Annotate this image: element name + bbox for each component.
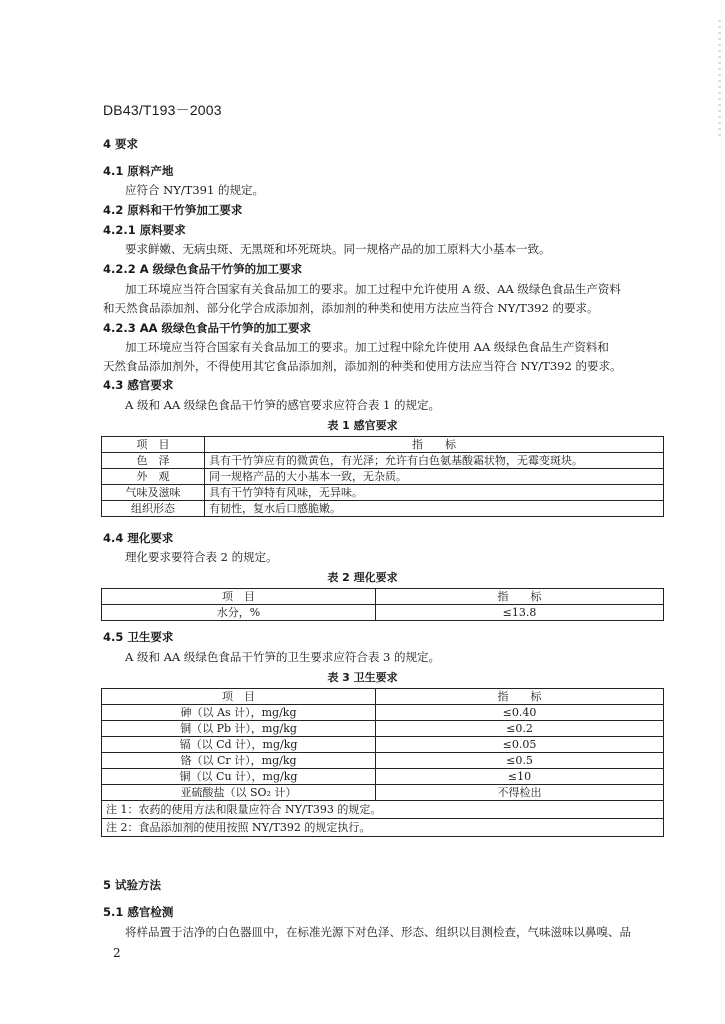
section-4-2-3-text-line2: 天然食品添加剂外，不得使用其它食品添加剂，添加剂的种类和使用方法应当符合 NY/T392 的要求。 <box>103 359 622 373</box>
section-4-2-2-heading: 4.2.2 A 级绿色食品干竹笋的加工要求 <box>103 262 303 276</box>
table2-caption: 表 2 理化要求 <box>327 571 398 584</box>
table-row <box>102 501 664 517</box>
section-5-1-heading: 5.1 感官检测 <box>103 905 174 919</box>
section-4-1-heading: 4.1 原料产地 <box>103 164 174 178</box>
section-4-3-text: A 级和 AA 级绿色食品干竹笋的感官要求应符合表 1 的规定。 <box>125 398 441 412</box>
section-4-2-heading: 4.2 原料和干竹笋加工要求 <box>103 203 243 217</box>
section-4-2-3-heading: 4.2.3 AA 级绿色食品干竹笋的加工要求 <box>103 321 312 335</box>
table3-cell: 亚硫酸盐（以 SO₂ 计） <box>102 785 376 801</box>
table-row <box>102 801 664 819</box>
table1-sensory <box>101 436 664 517</box>
table3-header-index: 指 标 <box>376 689 664 705</box>
table1-cell: 色 泽 <box>102 453 205 469</box>
table2-header-item: 项 目 <box>102 589 376 605</box>
table1-cell: 同一规格产品的大小基本一致，无杂质。 <box>205 469 664 485</box>
table-row <box>102 785 664 801</box>
table3-cell: ≤0.5 <box>376 753 664 769</box>
table-row <box>102 721 664 737</box>
standard-code: DB43/T193－2003 <box>103 102 222 118</box>
table3-caption: 表 3 卫生要求 <box>327 671 398 684</box>
table-row <box>102 819 664 837</box>
section-4-2-1-text: 要求鲜嫩、无病虫斑、无黑斑和坏死斑块。同一规格产品的加工原料大小基本一致。 <box>125 242 551 256</box>
table1-caption: 表 1 感官要求 <box>327 419 398 432</box>
table3-cell: ≤0.2 <box>376 721 664 737</box>
table3-cell: ≤10 <box>376 769 664 785</box>
table1-cell: 有韧性，复水后口感脆嫩。 <box>205 501 664 517</box>
table3-cell: 镉（以 Cd 计），mg/kg <box>102 737 376 753</box>
table1-cell: 气味及滋味 <box>102 485 205 501</box>
section-4-5-heading: 4.5 卫生要求 <box>103 630 174 644</box>
table3-cell: 铜（以 Cu 计），mg/kg <box>102 769 376 785</box>
section-5-heading: 5 试验方法 <box>103 878 162 892</box>
section-4-4-text: 理化要求要符合表 2 的规定。 <box>125 550 278 564</box>
page-number: 2 <box>113 946 121 960</box>
table3-cell: 不得检出 <box>376 785 664 801</box>
table2-cell: 水分，% <box>102 605 376 621</box>
table1-cell: 具有干竹笋特有风味，无异味。 <box>205 485 664 501</box>
table2-cell: ≤13.8 <box>376 605 664 621</box>
table3-cell: ≤0.40 <box>376 705 664 721</box>
scan-edge-noise <box>718 20 721 140</box>
table-row <box>102 769 664 785</box>
table-row <box>102 469 664 485</box>
table3-header-item: 项 目 <box>102 689 376 705</box>
table1-cell: 组织形态 <box>102 501 205 517</box>
table-row <box>102 753 664 769</box>
table3-cell: ≤0.05 <box>376 737 664 753</box>
table1-cell: 外 观 <box>102 469 205 485</box>
table3-hygiene <box>101 688 664 837</box>
table3-note-2: 注 2：食品添加剂的使用按照 NY/T392 的规定执行。 <box>102 819 664 837</box>
section-4-heading: 4 要求 <box>103 137 139 151</box>
section-5-1-text: 将样品置于洁净的白色器皿中，在标准光源下对色泽、形态、组织以目测检查，气味滋味以鼻嗅、品 <box>125 925 631 939</box>
table-row <box>102 737 664 753</box>
section-4-3-heading: 4.3 感官要求 <box>103 378 174 392</box>
section-4-2-2-text-line2: 和天然食品添加剂、部分化学合成添加剂，添加剂的种类和使用方法应当符合 NY/T392 的要求。 <box>103 301 599 315</box>
section-4-2-2-text-line1: 加工环境应当符合国家有关食品加工的要求。加工过程中允许使用 A 级、AA 级绿色食品生产资料 <box>125 282 621 296</box>
table1-header-index: 指 标 <box>205 437 664 453</box>
table-row <box>102 605 664 621</box>
table1-cell: 具有干竹笋应有的微黄色，有光泽；允许有白色氨基酸霜状物，无霉变斑块。 <box>205 453 664 469</box>
section-4-4-heading: 4.4 理化要求 <box>103 531 174 545</box>
table1-header-item: 项 目 <box>102 437 205 453</box>
table3-note-1: 注 1：农药的使用方法和限量应符合 NY/T393 的规定。 <box>102 801 664 819</box>
section-4-5-text: A 级和 AA 级绿色食品干竹笋的卫生要求应符合表 3 的规定。 <box>125 650 441 664</box>
section-4-2-3-text-line1: 加工环境应当符合国家有关食品加工的要求。加工过程中除允许使用 AA 级绿色食品生产资料和 <box>125 340 609 354</box>
section-4-2-1-heading: 4.2.1 原料要求 <box>103 223 186 237</box>
table-row <box>102 485 664 501</box>
table3-cell: 铜（以 Pb 计），mg/kg <box>102 721 376 737</box>
table3-cell: 铬（以 Cr 计），mg/kg <box>102 753 376 769</box>
table-row <box>102 453 664 469</box>
table2-physicochemical <box>101 588 664 621</box>
table3-cell: 砷（以 As 计），mg/kg <box>102 705 376 721</box>
table-row <box>102 705 664 721</box>
table2-header-index: 指 标 <box>376 589 664 605</box>
section-4-1-text: 应符合 NY/T391 的规定。 <box>125 183 264 197</box>
